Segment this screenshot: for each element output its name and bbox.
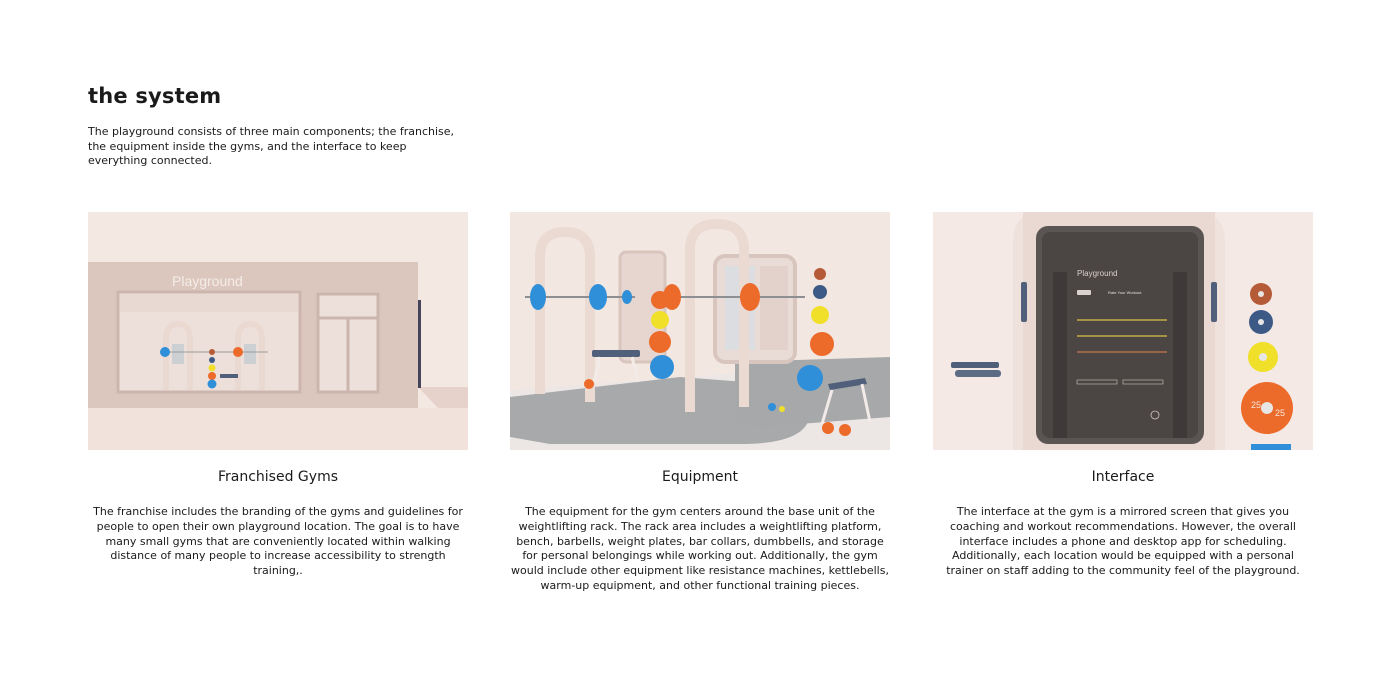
plate-label-left: 25 xyxy=(1251,400,1262,410)
franchise-image xyxy=(88,212,468,450)
gym-storefront-illustration xyxy=(88,212,468,450)
interface-description: The interface at the gym is a mirrored screen that gives you coaching and workout recommendations. However, the overall interface includes a phone and desktop app for scheduling. Additionally, each location would be equipped with a personal trainer on staff adding to the community feel of the playground. xyxy=(946,505,1300,578)
franchise-title: Franchised Gyms xyxy=(217,469,338,485)
interface-card xyxy=(933,212,1313,579)
interface-image xyxy=(933,212,1313,450)
mirror-screen-illustration xyxy=(933,212,1313,450)
equipment-description: The equipment for the gym centers around the base unit of the weightlifting rack. The rack area includes a weightlifting platform, bench, barbells, weight plates, bar collars, dumbbells, and storage for personal belongings while working out. Additionally, the gym would include other equipment like resistance machines, kettlebells, warm-up equipment, and other functional training pieces. xyxy=(511,505,889,592)
intro-text: The playground consists of three main components; the franchise, the equipment inside the gyms, and the interface to keep everything connected. xyxy=(88,125,455,167)
storefront-sign: Playground xyxy=(172,273,243,289)
page-title: the system xyxy=(88,84,222,108)
interface-title: Interface xyxy=(1091,469,1155,485)
equipment-title: Equipment xyxy=(662,469,738,485)
franchise-description: The franchise includes the branding of the gyms and guidelines for people to open their own playground location. The goal is to have many small gyms that are conveniently located within walking distance of many people to increase accessibility to strength training,. xyxy=(93,505,463,578)
plate-label-right: 25 xyxy=(1275,408,1286,418)
equipment-card xyxy=(510,212,890,594)
screen-heading: Rate Your Workout xyxy=(1108,290,1142,295)
weightlifting-rack-illustration xyxy=(510,212,890,450)
franchise-card xyxy=(88,212,468,579)
equipment-image xyxy=(510,212,890,450)
screen-logo: Playground xyxy=(1077,269,1118,278)
